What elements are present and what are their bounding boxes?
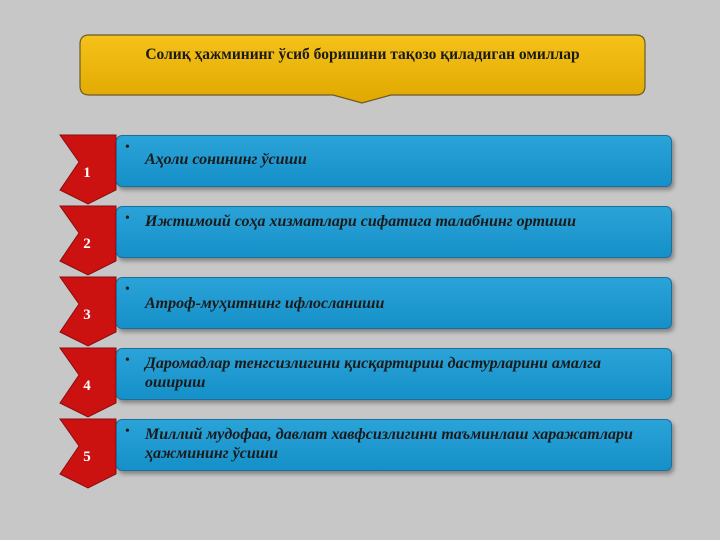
factor-bar: [116, 206, 672, 258]
factor-number: 1: [83, 165, 91, 181]
factor-bar: [116, 277, 672, 329]
factor-text: Ижтимоий соҳа хизматлари сифатига талабнинг ортиши: [145, 213, 577, 230]
bullet-icon: •: [125, 140, 130, 155]
factor-number: 2: [83, 236, 91, 252]
bullet-icon: •: [125, 282, 130, 297]
bullet-icon: •: [125, 353, 130, 368]
bullet-icon: •: [125, 424, 130, 439]
factor-row-5: [59, 418, 671, 474]
factor-bar: [116, 348, 672, 400]
factor-text: Атроф-муҳитнинг ифлосланиши: [145, 295, 385, 312]
factor-row-3: [59, 276, 671, 332]
factor-number: 4: [83, 378, 91, 394]
factor-row-1: [59, 134, 671, 190]
title-callout: [79, 34, 646, 96]
factor-bar: [116, 419, 672, 471]
bullet-icon: •: [125, 211, 130, 226]
factor-text: Аҳоли сонининг ўсиши: [145, 151, 307, 168]
factor-text: Миллий мудофаа, давлат хавфсизлигини таъминлаш харажатлари ҳажмининг ўсиши: [145, 426, 633, 462]
factor-row-2: [59, 205, 671, 261]
factor-number: 5: [83, 449, 91, 465]
factor-text: Даромадлар тенгсизлигини қисқартириш дастурларини амалга ошириш: [145, 355, 602, 391]
diagram-title: Солиқ ҳажмининг ўсиб боришини тақозо қиладиган омиллар: [145, 46, 580, 63]
factor-bar: [116, 135, 672, 187]
factor-number: 3: [83, 307, 91, 323]
factor-row-4: [59, 347, 671, 403]
